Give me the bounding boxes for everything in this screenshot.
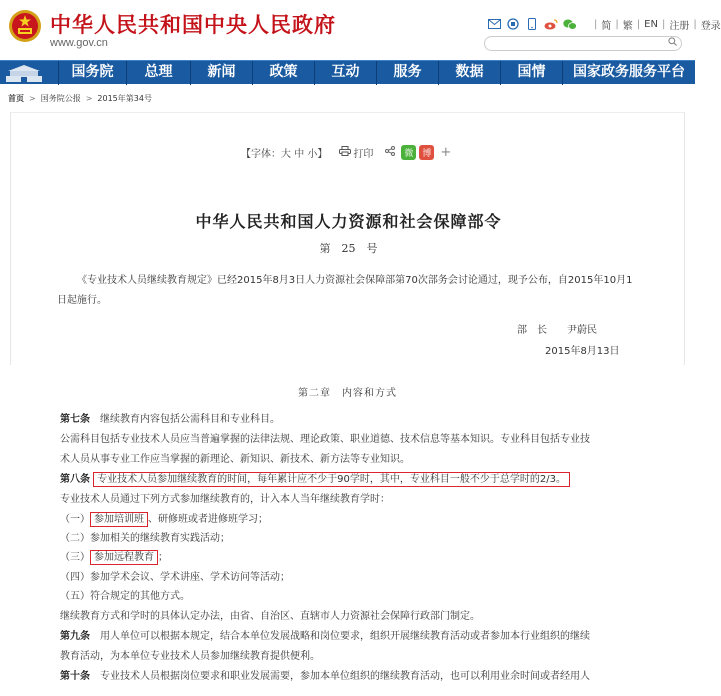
nav-item-premier[interactable]: 总理	[126, 61, 190, 85]
nav-item-interaction[interactable]: 互动	[314, 61, 376, 85]
search-input[interactable]	[491, 43, 671, 56]
article-9: 第九条 用人单位可以根据本规定，结合本单位发展战略和岗位要求，组织开展继续教育活动或者参加本行业组织的继续	[60, 631, 590, 642]
nav-items	[58, 61, 685, 85]
weibo-icon[interactable]	[544, 17, 558, 31]
paragraph-public-subjects-1: 公需科目包括专业技术人员应当普遍掌握的法律法规、理论政策、职业道德、技术信息等基本知识。专业科目包括专业技	[60, 434, 590, 445]
link-login[interactable]: 登录	[700, 20, 721, 32]
chevron-right-icon: >	[29, 94, 36, 103]
item-1-highlight: 参加培训班	[90, 512, 148, 527]
nav-item-news[interactable]: 新闻	[190, 61, 252, 85]
mobile-icon[interactable]	[525, 17, 539, 31]
article-8-heading: 第八条	[60, 474, 90, 485]
weibo-share-button[interactable]: 博	[419, 145, 434, 160]
document-number: 第 25 号	[319, 242, 378, 255]
print-button[interactable]: 打印	[353, 149, 374, 160]
search-icon[interactable]	[668, 37, 677, 49]
link-simplified[interactable]: 简	[601, 20, 612, 32]
site-header	[0, 0, 721, 58]
list-item-2: （二）参加相关的继续教育实践活动；	[60, 533, 230, 544]
article-9-heading: 第九条	[60, 631, 90, 642]
site-title[interactable]: 中华人民共和国中央人民政府	[50, 12, 336, 37]
list-item-5: （五）符合规定的其他方式。	[60, 591, 190, 602]
nav-item-state-council[interactable]: 国务院	[58, 61, 126, 85]
font-medium-button[interactable]: 中	[294, 149, 305, 160]
search-box[interactable]	[484, 36, 682, 51]
article-toolbar	[241, 145, 451, 160]
document-panel	[10, 112, 685, 365]
share-icon[interactable]	[385, 146, 395, 159]
nav-item-services[interactable]: 服务	[376, 61, 438, 85]
chapter-title: 第二章 内容和方式	[298, 388, 397, 399]
wechat-share-button[interactable]: 微	[401, 145, 416, 160]
nav-item-national-info[interactable]: 国情	[500, 61, 562, 85]
breadcrumb-gazette[interactable]: 国务院公报	[40, 94, 81, 103]
chevron-right-icon: >	[85, 94, 93, 103]
paragraph-methods-intro: 专业技术人员通过下列方式参加继续教育的，计入本人当年继续教育学时：	[60, 494, 390, 505]
document-date: 2015年8月13日	[545, 346, 620, 357]
tiananmen-home-icon[interactable]	[4, 62, 44, 83]
list-item-1: （一） 参加培训班 、研修班或者进修班学习；	[60, 514, 268, 525]
main-nav	[0, 60, 695, 84]
font-size-label: 【字体：	[241, 149, 281, 160]
link-register[interactable]: 注册	[669, 20, 690, 32]
article-10-heading: 第十条	[60, 671, 90, 682]
article-7	[60, 413, 280, 426]
article-7-text: 继续教育内容包括公需科目和专业科目。	[90, 414, 280, 425]
paragraph-hours-rules: 继续教育方式和学时的具体认定办法，由省、自治区、直辖市人力资源社会保障行政部门制定。	[60, 611, 480, 622]
list-item-3: （三） 参加远程教育 ；	[60, 552, 168, 563]
font-small-button[interactable]: 小	[307, 149, 318, 160]
nav-item-gov-service-platform[interactable]: 国家政务服务平台	[562, 61, 655, 85]
article-9-continued: 教育活动，为本单位专业技术人员参加继续教育提供便利。	[60, 651, 320, 662]
plus-icon[interactable]: +	[440, 145, 452, 160]
breadcrumb-issue[interactable]: 2015年第34号	[97, 94, 152, 103]
mail-icon[interactable]	[487, 17, 501, 31]
chapter-content	[0, 372, 695, 696]
nav-item-data[interactable]: 数据	[438, 61, 500, 85]
document-title: 中华人民共和国人力资源和社会保障部令	[195, 212, 502, 231]
item-3-highlight: 参加远程教育	[90, 550, 158, 565]
document-signer: 部 长 尹蔚民	[517, 325, 597, 336]
article-8-highlight: 专业技术人员参加继续教育的时间，每年累计应不少于90学时，其中，专业科目一般不少于总学时的2/3。	[93, 472, 570, 487]
link-english[interactable]: EN	[644, 18, 658, 30]
circle-icon[interactable]	[506, 17, 520, 31]
breadcrumb	[8, 93, 152, 104]
list-item-4: （四）参加学术会议、学术讲座、学术访问等活动；	[60, 572, 290, 583]
header-links: | 简 | 繁 | EN | 注册 | 登录	[594, 18, 721, 32]
article-10: 第十条 专业技术人员根据岗位要求和职业发展需要，参加本单位组织的继续教育活动，也可以利用业余时间或者经用人	[60, 671, 590, 682]
site-domain: www.gov.cn	[50, 37, 108, 49]
document-body: 《专业技术人员继续教育规定》已经2015年8月3日人力资源社会保障部第70次部务会讨论通过，现予公布，自2015年10月1日起施行。	[57, 275, 633, 306]
header-toolbar	[487, 17, 721, 31]
wechat-icon[interactable]	[563, 17, 577, 31]
national-emblem-icon[interactable]	[8, 9, 42, 43]
article-7-heading: 第七条	[60, 414, 90, 425]
font-size-bracket: 】	[317, 149, 328, 160]
link-traditional[interactable]: 繁	[622, 20, 633, 32]
article-8	[60, 473, 570, 486]
breadcrumb-home[interactable]: 首页	[8, 94, 24, 103]
paragraph-public-subjects-2: 术人员从事专业工作应当掌握的新理论、新知识、新技术、新方法等专业知识。	[60, 454, 410, 465]
nav-item-policy[interactable]: 政策	[252, 61, 314, 85]
font-large-button[interactable]: 大	[281, 149, 291, 160]
print-icon[interactable]	[339, 146, 351, 159]
